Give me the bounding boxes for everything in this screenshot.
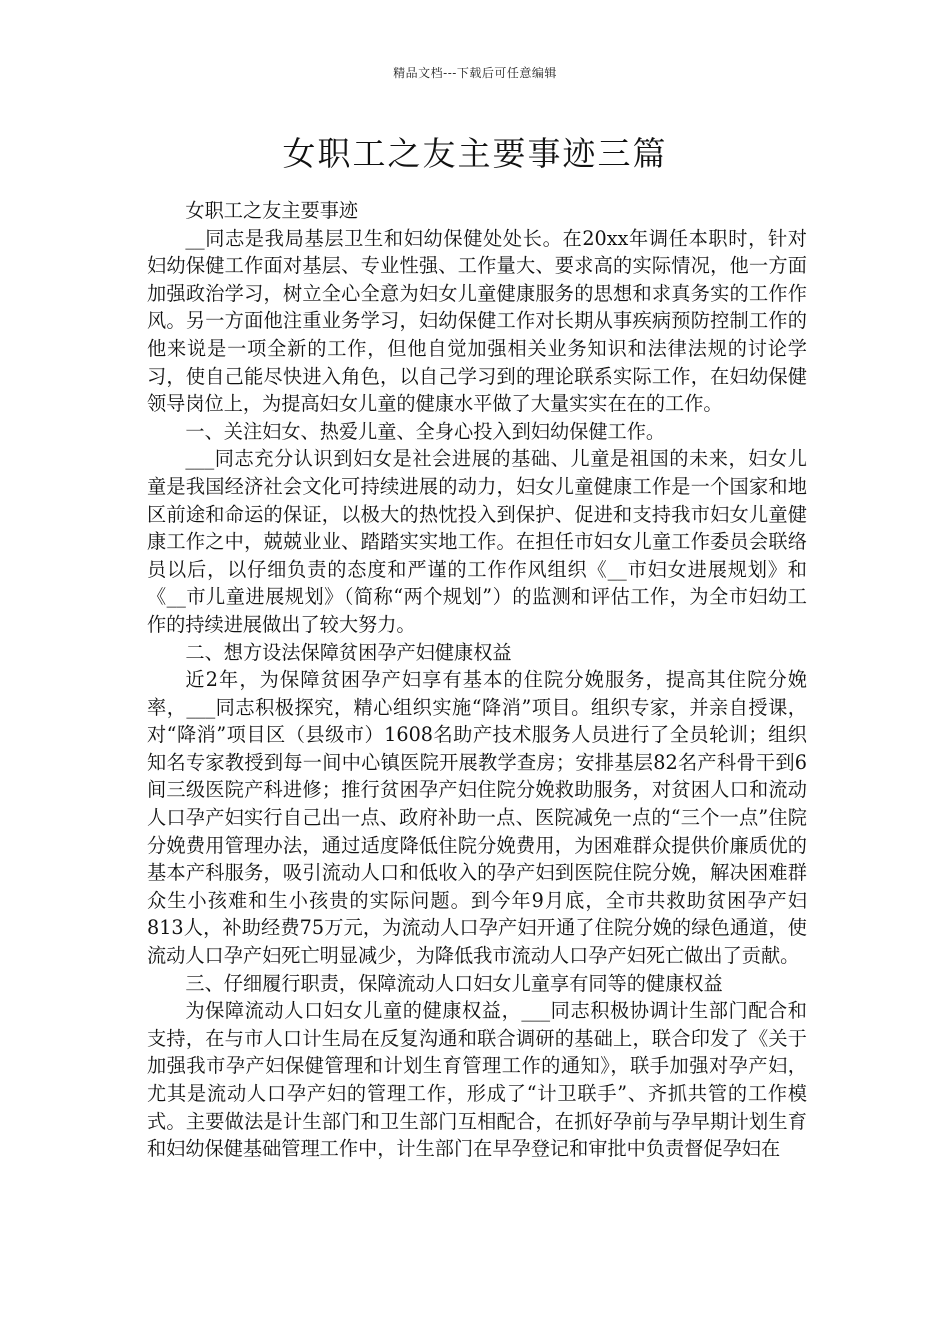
document-body [147, 197, 807, 1163]
section-heading: 一、关注妇女、热爱儿童、全身心投入到妇幼保健工作。 [185, 419, 666, 443]
header-note: 精品文档---下载后可任意编辑 [393, 66, 557, 80]
section-subtitle: 女职工之友主要事迹 [185, 199, 359, 222]
document-title: 女职工之友主要事迹三篇 [282, 134, 668, 173]
body-paragraph: 为保障流动人口妇女儿童的健康权益，___同志积极协调计生部门配合和支持，在与市人口计生局在反复沟通和联合调研的基础上，联合印发了《关于加强我市孕产妇保健管理和计划生育管理工作的通知》，联手加强对孕产妇，尤其是流动人口孕产妇的管理工作，形成了“计卫联手”、齐抓共管的工作模式。主要做法是计生部门和卫生部门互相配合，在抓好孕前与孕早期计划生育和妇幼保健基础管理工作中，计生部门在早孕登记和审批中负责督促孕妇在 [147, 999, 807, 1161]
section-heading: 三、仔细履行职责，保障流动人口妇女儿童享有同等的健康权益 [185, 971, 723, 995]
section-heading: 二、想方设法保障贫困孕产妇健康权益 [185, 640, 512, 664]
body-paragraph: 近2年，为保障贫困孕产妇享有基本的住院分娩服务，提高其住院分娩率，___同志积极探究，精心组织实施“降消”项目。组织专家，并亲自授课，对“降消”项目区（县级市）1608名助产技术服务人员进行了全员轮训；组织知名专家教授到每一间中心镇医院开展教学查房；安排基层82名产科骨干到6间三级医院产科进修；推行贫困孕产妇住院分娩救助服务，对贫困人口和流动人口孕产妇实行自己出一点、政府补助一点、医院减免一点的“三个一点”住院分娩费用管理办法，通过适度降低住院分娩费用，为困难群众提供价廉质优的基本产科服务，吸引流动人口和低收入的孕产妇到医院住院分娩，解决困难群众生小孩难和生小孩贵的实际问题。到今年9月底，全市共救助贫困孕产妇813人，补助经费75万元，为流动人口孕产妇开通了住院分娩的绿色通道，使流动人口孕产妇死亡明显减少，为降低我市流动人口孕产妇死亡做出了贡献。 [147, 668, 807, 968]
body-paragraph: ___同志充分认识到妇女是社会进展的基础、儿童是祖国的未来，妇女儿童是我国经济社会文化可持续进展的动力，妇女儿童健康工作是一个国家和地区前途和命运的保证，以极大的热忱投入到保护、促进和支持我市妇女儿童健康工作之中，兢兢业业、踏踏实实地工作。在担任市妇女儿童工作委员会联络员以后，以仔细负责的态度和严谨的工作作风组织《__市妇女进展规划》和《__市儿童进展规划》（简称“两个规划”）的监测和评估工作，为全市妇幼工作的持续进展做出了较大努力。 [147, 447, 807, 636]
body-paragraph: __同志是我局基层卫生和妇幼保健处处长。在20xx年调任本职时，针对妇幼保健工作面对基层、专业性强、工作量大、要求高的实际情况，他一方面加强政治学习，树立全心全意为妇女儿童健康服务的思想和求真务实的工作作风。另一方面他注重业务学习，妇幼保健工作对长期从事疾病预防控制工作的他来说是一项全新的工作，但他自觉加强相关业务知识和法律法规的讨论学习，使自己能尽快进入角色，以自己学习到的理论联系实际工作，在妇幼保健领导岗位上，为提高妇女儿童的健康水平做了大量实实在在的工作。 [147, 226, 807, 416]
